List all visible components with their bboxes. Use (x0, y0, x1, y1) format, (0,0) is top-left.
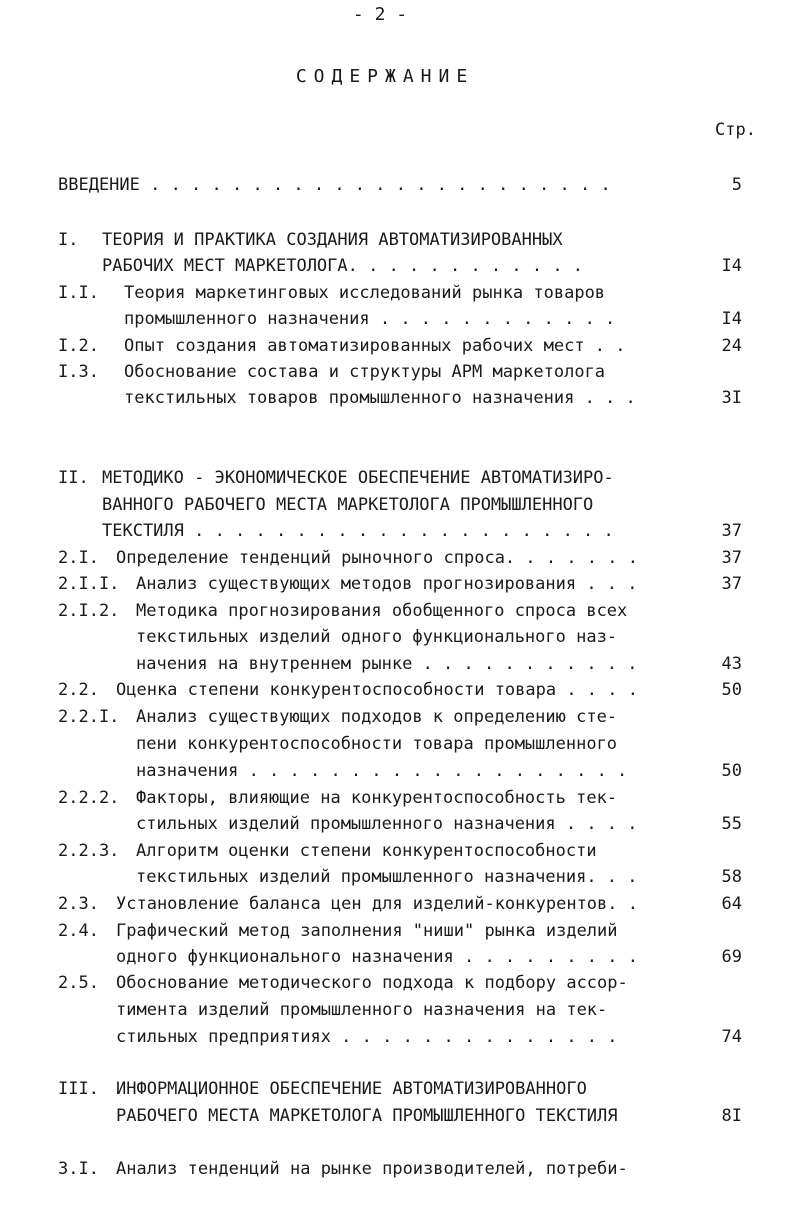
toc-number: I.I. (58, 283, 99, 303)
toc-line (0, 306, 798, 332)
toc-text: Методика прогнозирования обобщенного спроса всех (136, 601, 628, 621)
toc-page: 37 (721, 574, 742, 594)
toc-number: 3.I. (58, 1159, 99, 1179)
toc-line (0, 918, 798, 944)
toc-page: 8I (721, 1106, 742, 1126)
toc-text: Анализ существующих методов прогнозирования . . . (136, 574, 638, 594)
toc-line (0, 891, 798, 917)
toc-text: текстильных изделий одного функционального наз- (136, 627, 618, 647)
toc-text: ТЕОРИЯ И ПРАКТИКА СОЗДАНИЯ АВТОМАТИЗИРОВАННЫХ (102, 230, 563, 250)
toc-text: Опыт создания автоматизированных рабочих мест . . (124, 336, 626, 356)
toc-text: начения на внутреннем рынке . . . . . . . . . . . (136, 654, 638, 674)
toc-text: ТЕКСТИЛЯ . . . . . . . . . . . . . . . . . . . . . (102, 521, 614, 541)
page-column-header: Стр. (715, 120, 756, 140)
toc-line (0, 280, 798, 306)
toc-page: 24 (721, 336, 742, 356)
toc-page: 37 (721, 548, 742, 568)
toc-text: ВАННОГО РАБОЧЕГО МЕСТА МАРКЕТОЛОГА ПРОМЫШЛЕННОГО (102, 495, 594, 515)
toc-line (0, 465, 798, 491)
toc-page: 74 (721, 1027, 742, 1047)
toc-text: Обоснование методического подхода к подбору ассор- (116, 973, 628, 993)
toc-line (0, 731, 798, 757)
toc-text: назначения . . . . . . . . . . . . . . . . . . . (136, 761, 628, 781)
toc-text: МЕТОДИКО - ЭКОНОМИЧЕСКОЕ ОБЕСПЕЧЕНИЕ АВТОМАТИЗИРО- (102, 468, 614, 488)
toc-number: 2.I. (58, 548, 99, 568)
toc-number: 2.2. (58, 680, 99, 700)
toc-line (0, 785, 798, 811)
toc-text: Обоснование состава и структуры АРМ маркетолога (124, 362, 606, 382)
toc-line (0, 624, 798, 650)
toc-line (0, 253, 798, 279)
toc-number: 2.4. (58, 921, 99, 941)
toc-page: I4 (721, 309, 742, 329)
toc-text: промышленного назначения . . . . . . . . . . . . (124, 309, 616, 329)
toc-page: 5 (731, 175, 742, 195)
toc-text: тимента изделий промышленного назначения на тек- (116, 1000, 608, 1020)
toc-page: 37 (721, 521, 742, 541)
toc-text: Алгоритм оценки степени конкурентоспособности (136, 841, 597, 861)
toc-number: 2.5. (58, 973, 99, 993)
toc-text: пени конкурентоспособности товара промышленного (136, 734, 618, 754)
toc-text: стильных предприятиях . . . . . . . . . . . . . . (116, 1027, 618, 1047)
toc-page: 50 (721, 761, 742, 781)
toc-line (0, 359, 798, 385)
toc-title: СОДЕРЖАНИЕ (295, 66, 475, 87)
toc-page: 43 (721, 654, 742, 674)
toc-text: Определение тенденций рыночного спроса. . . . . . . (116, 548, 638, 568)
toc-text: РАБОЧЕГО МЕСТА МАРКЕТОЛОГА ПРОМЫШЛЕННОГО ТЕКСТИЛЯ (116, 1106, 618, 1126)
page-number: - 2 - (352, 4, 408, 25)
toc-text: стильных изделий промышленного назначения . . . . (136, 814, 638, 834)
toc-line (0, 492, 798, 518)
toc-text: Анализ существующих подходов к определению сте- (136, 707, 618, 727)
toc-text: Анализ тенденций на рынке производителей, потреби- (116, 1159, 628, 1179)
toc-text: Установление баланса цен для изделий-конкурентов. . (116, 894, 638, 914)
toc-line (0, 598, 798, 624)
toc-line (0, 172, 798, 198)
toc-text: Теория маркетинговых исследований рынка товаров (124, 283, 606, 303)
toc-text: текстильных товаров промышленного назначения . . . (124, 388, 636, 408)
toc-page: 50 (721, 680, 742, 700)
toc-number: 2.I.I. (58, 574, 120, 594)
toc-number: 2.3. (58, 894, 99, 914)
toc-text: Оценка степени конкурентоспособности товара . . . . (116, 680, 638, 700)
toc-number: I.3. (58, 362, 99, 382)
toc-number: III. (58, 1079, 99, 1099)
toc-number: II. (58, 468, 89, 488)
toc-line (0, 704, 798, 730)
toc-line (0, 758, 798, 784)
toc-page: 58 (721, 867, 742, 887)
toc-line (0, 864, 798, 890)
toc-page: 3I (721, 388, 742, 408)
toc-line (0, 545, 798, 571)
toc-number: I.2. (58, 336, 99, 356)
toc-page: I4 (721, 256, 742, 276)
toc-text: ИНФОРМАЦИОННОЕ ОБЕСПЕЧЕНИЕ АВТОМАТИЗИРОВАННОГО (116, 1079, 587, 1099)
toc-line (0, 227, 798, 253)
toc-line (0, 677, 798, 703)
toc-text: одного функционального назначения . . . . . . . . . (116, 947, 638, 967)
toc-line (0, 333, 798, 359)
toc-line (0, 944, 798, 970)
toc-line (0, 838, 798, 864)
toc-number: 2.2.2. (58, 788, 120, 808)
toc-line (0, 518, 798, 544)
toc-line (0, 1024, 798, 1050)
toc-text: Факторы, влияющие на конкурентоспособность тек- (136, 788, 618, 808)
toc-page: 55 (721, 814, 742, 834)
toc-text: Графический метод заполнения "ниши" рынка изделий (116, 921, 618, 941)
toc-number: 2.2.3. (58, 841, 120, 861)
toc-line (0, 1156, 798, 1182)
toc-line (0, 811, 798, 837)
toc-text: ВВЕДЕНИЕ . . . . . . . . . . . . . . . . . . . . . . . (58, 175, 611, 195)
toc-text: текстильных изделий промышленного назначения. . . (136, 867, 638, 887)
toc-text: РАБОЧИХ МЕСТ МАРКЕТОЛОГА. . . . . . . . . . . . (102, 256, 584, 276)
toc-line (0, 651, 798, 677)
toc-page: 69 (721, 947, 742, 967)
toc-line (0, 571, 798, 597)
toc-number: 2.2.I. (58, 707, 120, 727)
toc-line (0, 385, 798, 411)
toc-number: 2.I.2. (58, 601, 120, 621)
toc-line (0, 970, 798, 996)
toc-line (0, 1076, 798, 1102)
toc-number: I. (58, 230, 79, 250)
toc-page: 64 (721, 894, 742, 914)
toc-line (0, 997, 798, 1023)
toc-line (0, 1103, 798, 1129)
